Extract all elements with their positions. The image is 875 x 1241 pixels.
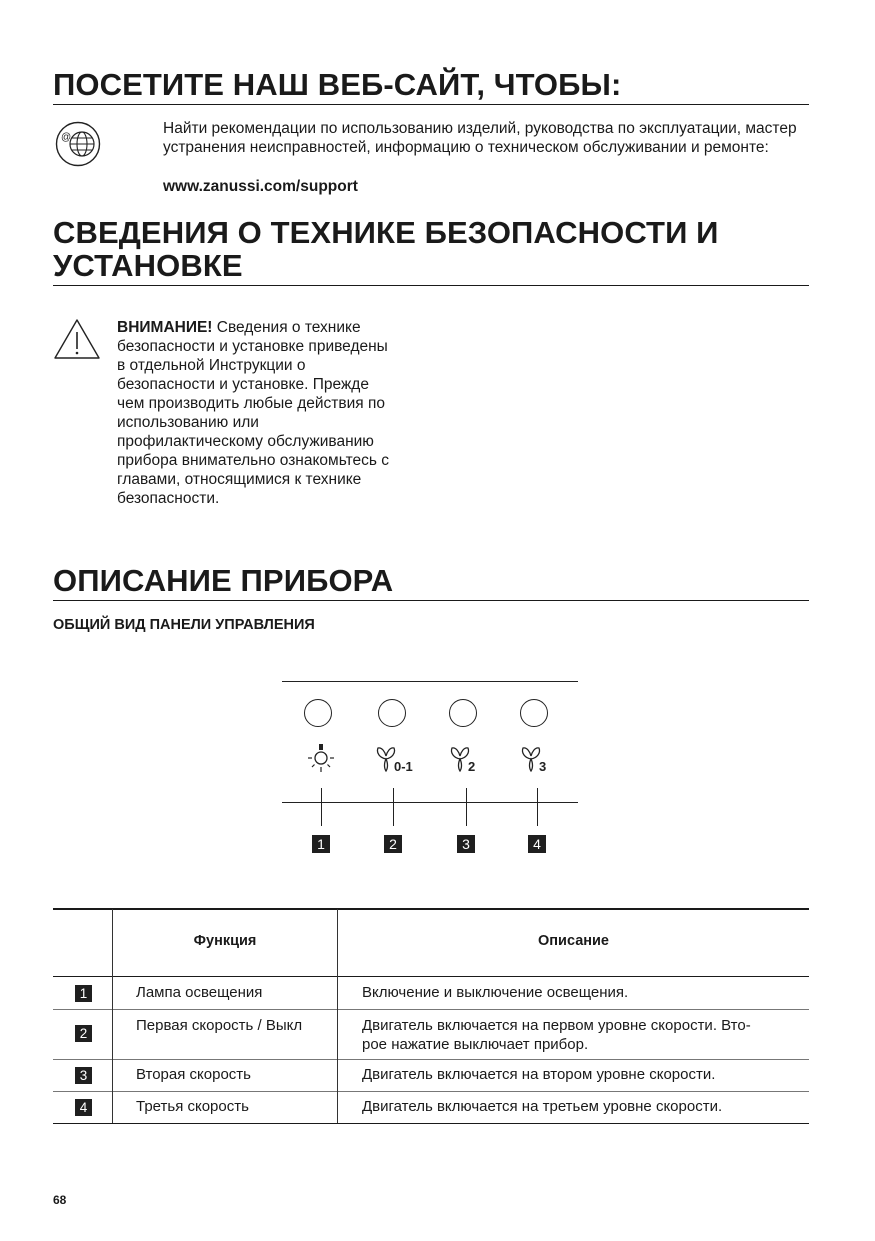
callout-line — [466, 788, 467, 826]
table-cell-function: Третья скорость — [136, 1098, 249, 1115]
website-description: Найти рекомендации по использованию изделий, руководства по эксплуатации, мастер устранения неисправностей, информацию о техническом обслуживании и ремонте: — [163, 120, 797, 156]
panel-bottom-line — [282, 802, 578, 803]
panel-top-line — [282, 681, 578, 682]
fan-icon — [374, 744, 420, 774]
callout-number: 4 — [528, 835, 546, 853]
table-cell-function: Вторая скорость — [136, 1066, 251, 1083]
support-url-link[interactable]: www.zanussi.com/support — [163, 178, 358, 195]
table-cell-function: Первая скорость / Выкл — [136, 1017, 303, 1034]
control-panel-subtitle: ОБЩИЙ ВИД ПАНЕЛИ УПРАВЛЕНИЯ — [53, 617, 315, 633]
warning-paragraph — [117, 318, 389, 508]
table-row-number: 3 — [75, 1067, 92, 1084]
page-number: 68 — [53, 1193, 67, 1207]
table-cell-function: Лампа освещения — [136, 984, 263, 1001]
table-row-rule — [53, 1009, 809, 1010]
table-header-description: Описание — [538, 933, 609, 949]
table-top-rule — [53, 908, 809, 910]
section-title-safety-line1: СВЕДЕНИЯ О ТЕХНИКЕ БЕЗОПАСНОСТИ И — [53, 215, 719, 250]
callout-number: 2 — [384, 835, 402, 853]
lamp-button[interactable] — [304, 699, 332, 727]
section-rule — [53, 285, 809, 286]
warning-label: ВНИМАНИЕ! — [117, 319, 213, 336]
table-bottom-rule — [53, 1123, 809, 1124]
callout-line — [393, 788, 394, 826]
callout-number: 3 — [457, 835, 475, 853]
table-row-rule — [53, 1059, 809, 1060]
fan-icon — [448, 744, 484, 774]
description-line: рое нажатие выключает прибор. — [362, 1036, 589, 1053]
section-rule — [53, 600, 809, 601]
warning-triangle-icon — [53, 318, 101, 360]
table-row-number: 2 — [75, 1025, 92, 1042]
callout-number: 1 — [312, 835, 330, 853]
lamp-icon — [305, 744, 337, 774]
table-cell-description: Двигатель включается на втором уровне скорости. — [362, 1066, 716, 1083]
callout-line — [537, 788, 538, 826]
fan-speed-2-button[interactable] — [449, 699, 477, 727]
warning-text: Сведения о технике безопасности и установке приведены в отдельной Инструкции о безопасности и установке. Прежде чем производить любые действия по использованию или профилактическому обслуживанию прибора внимательно ознакомьтесь с главами, относящимися к технике безопасности. — [117, 319, 389, 507]
section-rule — [53, 104, 809, 105]
fan-speed-1-button[interactable] — [378, 699, 406, 727]
description-line: Двигатель включается на первом уровне скорости. Вто- — [362, 1017, 751, 1034]
table-header-function: Функция — [193, 933, 257, 949]
table-header-rule — [53, 976, 809, 977]
table-cell-description: Включение и выключение освещения. — [362, 984, 629, 1001]
section-title-description: ОПИСАНИЕ ПРИБОРА — [53, 563, 394, 598]
fan-speed-label: 0-1 — [394, 759, 413, 774]
callout-line — [321, 788, 322, 826]
table-row-number: 1 — [75, 985, 92, 1002]
svg-text:@: @ — [61, 132, 72, 143]
table-cell-description — [362, 1016, 807, 1054]
fan-speed-label: 2 — [468, 759, 476, 774]
table-cell-description: Двигатель включается на третьем уровне скорости. — [362, 1098, 723, 1115]
web-globe-icon — [53, 121, 103, 167]
table-row-rule — [53, 1091, 809, 1092]
fan-icon — [519, 744, 555, 774]
table-row-number: 4 — [75, 1099, 92, 1116]
fan-speed-3-button[interactable] — [520, 699, 548, 727]
section-title-website: ПОСЕТИТЕ НАШ ВЕБ-САЙТ, ЧТОБЫ: — [53, 67, 622, 102]
section-title-safety-line2: УСТАНОВКЕ — [53, 248, 243, 283]
fan-speed-label: 3 — [539, 759, 547, 774]
